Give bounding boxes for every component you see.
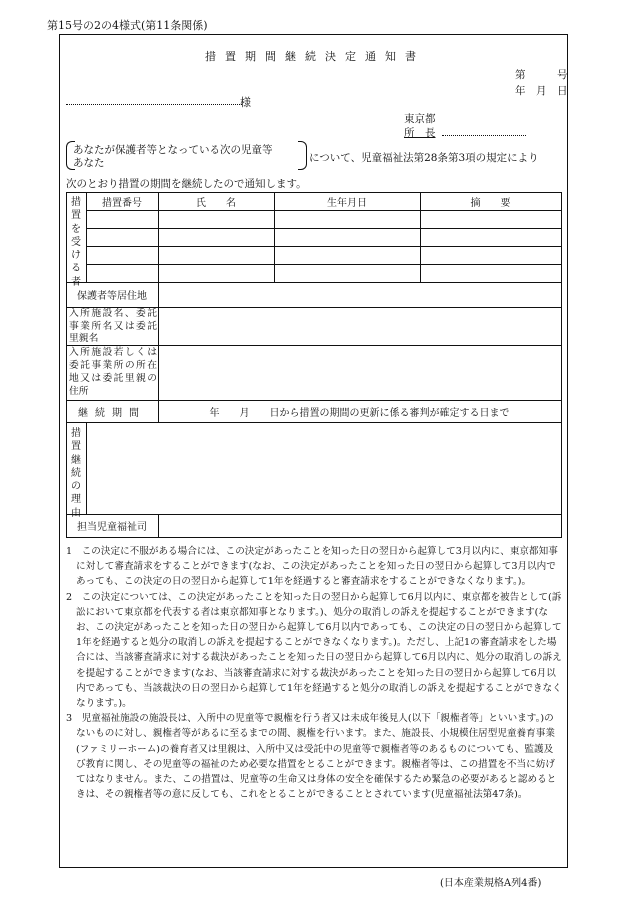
addressee-suffix: 様 (240, 96, 251, 109)
paper-size-footer: (日本産業規格A列4番) (440, 878, 542, 889)
note-item: 2 この決定については、この決定があったことを知った日の翌日から起算して6月以内に、東京都を被告として(訴訟において東京都を代表する者は東京都知事となります。)、処分の取消しの訴えを提起することができます(なお、この決定があったことを知った日の翌日から起算して6月以内であっても、この決定の日の翌日から起算して1年を経過すると処分の取消しの訴えを提起することができなくなります。)。ただし、上記1の審査請求をした場合には、当該審査請求に対する裁決があったことを知った日の翌日から起算して6月以内に、処分の取消しの訴えを提起することができます(なお、当該審査請求に対する裁決があったことを知った日の翌日から起算して6月以内であっても、当該裁決の日の翌日から起算して1年を経過すると処分の取消しの訴えを提起することができなくなります。)。 (66, 591, 562, 710)
column-header-name: 氏 名 (196, 197, 236, 209)
bracket-option-self: あなた (73, 157, 105, 169)
issuer-org: 東京都 (404, 113, 436, 125)
intro-text-line2: 次のとおり措置の期間を継続したので通知します。 (66, 178, 307, 190)
issuer-title: 所 長 (404, 127, 436, 139)
notes-section (66, 544, 562, 802)
document-number-label: 第 号 (515, 69, 568, 81)
addressee-dotted-line (66, 104, 242, 105)
period-label: 継続期間 (78, 407, 146, 419)
caseworker-label: 担当児童福祉司 (77, 522, 147, 533)
reason-label: 措置継続の理由 (71, 428, 81, 519)
note-item: 3 児童福祉施設の施設長は、入所中の児童等で親権を行う者又は未成年後見人(以下「親権者等」といいます。)のないものに対し、親権者等があるに至るまでの間、親権を行います。また、施設長、小規模住居型児童養育事業(ファミリーホーム)の養育者又は里親は、入所中又は受託中の児童等で親権者等のあるものについても、監護及び教育に関し、その児童等の福祉のため必要な措置をとることができます。親権者等は、この措置を不当に妨げてはなりません。また、この措置は、児童等の生命又は身体の安全を確保するため緊急の必要があると認めるときは、その親権者等の意に反しても、これをとることができることとされています(児童福祉法第47条)。 (66, 713, 557, 801)
note-item: 1 この決定に不服がある場合には、この決定があったことを知った日の翌日から起算して3月以内に、東京都知事に対して審査請求をすることができます(なお、この決定があったことを知った日の翌日から起算して3月以内であっても、この決定の日の翌日から起算して1年を経過すると審査請求をすることができなくなります。)。 (66, 546, 558, 588)
document-date-label: 年 月 日 (515, 85, 568, 97)
bracket-option-guardian: あなたが保護者等となっている次の児童等 (73, 144, 273, 156)
bracket-right (298, 141, 307, 170)
issuer-dotted-line (442, 135, 526, 136)
guardian-address-label: 保護者等居住地 (77, 291, 147, 302)
intro-text-line1: について、児童福祉法第28条第3項の規定により (309, 152, 539, 164)
document-title: 措置期間継続決定通知書 (205, 50, 425, 63)
column-header-number: 措置番号 (102, 197, 142, 209)
recipient-group-label: 措置を受ける者 (71, 197, 81, 288)
column-header-remarks: 摘 要 (470, 197, 511, 209)
period-value: 年 月 日から措置の期間の更新に係る審判が確定する日まで (209, 407, 510, 419)
facility-name-label: 入所施設名、委託事業所名又は委託里親名 (69, 308, 157, 344)
form-id: 第15号の2の4様式(第11条関係) (47, 19, 208, 32)
facility-address-label: 入所施設若しくは委託事業所の所在地又は委託里親の住所 (69, 347, 157, 397)
column-header-birthdate: 生年月日 (327, 197, 367, 209)
